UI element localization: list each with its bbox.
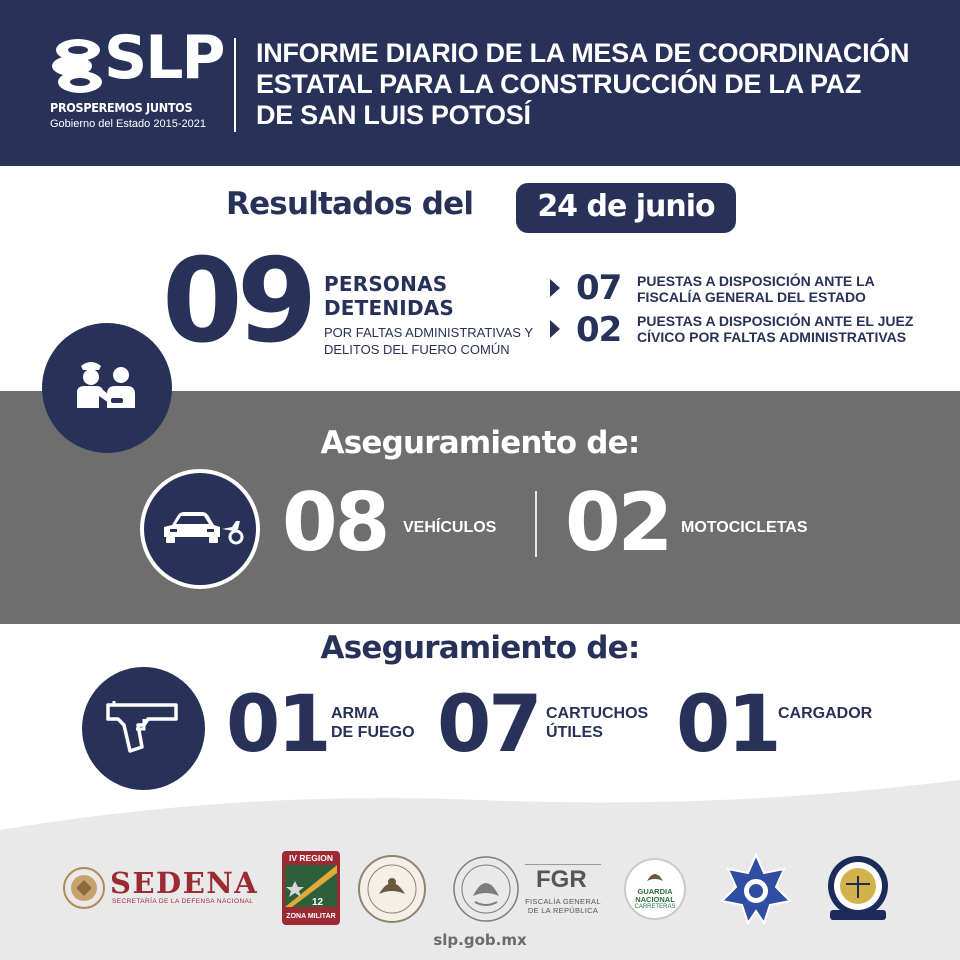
firearm-label: ARMA DE FUEGO [331, 705, 415, 741]
region-label: IV REGION [289, 853, 333, 863]
cartridges-label: CARTUCHOS ÚTILES [546, 705, 649, 741]
handgun-icon [104, 699, 184, 759]
cartridges-count: 07 [437, 680, 540, 770]
weapons-section-title: Aseguramiento de: [320, 630, 640, 666]
region-number: 12 [312, 897, 324, 908]
website-link[interactable]: slp.gob.mx [433, 931, 527, 949]
magazine-label: CARGADOR [778, 705, 873, 722]
header-divider [234, 38, 236, 132]
dispo-text-juez: PUESTAS A DISPOSICIÓN ANTE EL JUEZ CÍVICO POR FALTAS ADMINISTRATIVAS [637, 313, 914, 345]
firearm-count: 01 [226, 680, 329, 770]
fiscalia-estado-seal-icon [818, 854, 898, 924]
detained-subtitle: POR FALTAS ADMINISTRATIVAS Y DELITOS DEL FUERO COMÚN [324, 325, 534, 357]
arrow-right-icon [550, 279, 560, 297]
guardia-nacional-seal-icon [357, 854, 427, 924]
mexico-seal-icon [451, 854, 521, 924]
carreteras-label: CARRETERAS [634, 904, 676, 910]
sedena-subtitle: SECRETARÍA DE LA DEFENSA NACIONAL [112, 898, 254, 905]
dispo-count-juez: 02 [576, 310, 622, 350]
magazine-count: 01 [676, 680, 779, 770]
logo-tagline: PROSPEREMOS JUNTOS [50, 100, 193, 115]
fgr-subtitle: FISCALÍA GENERAL DE LA REPÚBLICA [525, 897, 601, 915]
header-banner [0, 0, 960, 166]
vehicle-circle [140, 469, 260, 589]
logo-text: SLP [104, 23, 224, 93]
dispo-count-fiscalia: 07 [576, 268, 622, 308]
slp-logo-icon [50, 36, 106, 96]
vehicles-count: 08 [282, 476, 388, 569]
motorcycles-label: MOTOCICLETAS [681, 519, 808, 536]
date-badge: 24 de junio [516, 183, 736, 233]
results-label: Resultados del [226, 186, 474, 222]
motorcycles-count: 02 [565, 476, 671, 569]
detained-count: 09 [162, 234, 312, 369]
mexico-shield-icon [62, 866, 106, 910]
fgr-rule-top [525, 864, 601, 865]
fgr-logo-text: FGR [536, 866, 587, 893]
vehicles-label: VEHÍCULOS [403, 519, 497, 536]
report-title: INFORME DIARIO DE LA MESA DE COORDINACIÓN ESTATAL PARA LA CONSTRUCCIÓN DE LA PAZ DE SAN LUIS POTOSÍ [256, 38, 910, 130]
zona-militar-label: ZONA MILITAR [286, 913, 336, 920]
arrow-right-icon [550, 320, 560, 338]
arrest-icon [67, 348, 147, 428]
guardia-nacional-label: GUARDIA NACIONAL [635, 887, 675, 904]
sedena-logo-text: SEDENA [110, 866, 259, 900]
dispo-text-fiscalia: PUESTAS A DISPOSICIÓN ANTE LA FISCALÍA GENERAL DEL ESTADO [637, 273, 875, 305]
car-motorcycle-icon [156, 499, 246, 559]
vehicles-section-title: Aseguramiento de: [320, 425, 640, 461]
weapon-circle [82, 667, 205, 790]
logo-subtitle: Gobierno del Estado 2015-2021 [50, 118, 206, 130]
vehicles-divider [535, 491, 537, 557]
police-star-icon [720, 853, 792, 925]
detained-title: PERSONAS DETENIDAS [324, 272, 455, 320]
